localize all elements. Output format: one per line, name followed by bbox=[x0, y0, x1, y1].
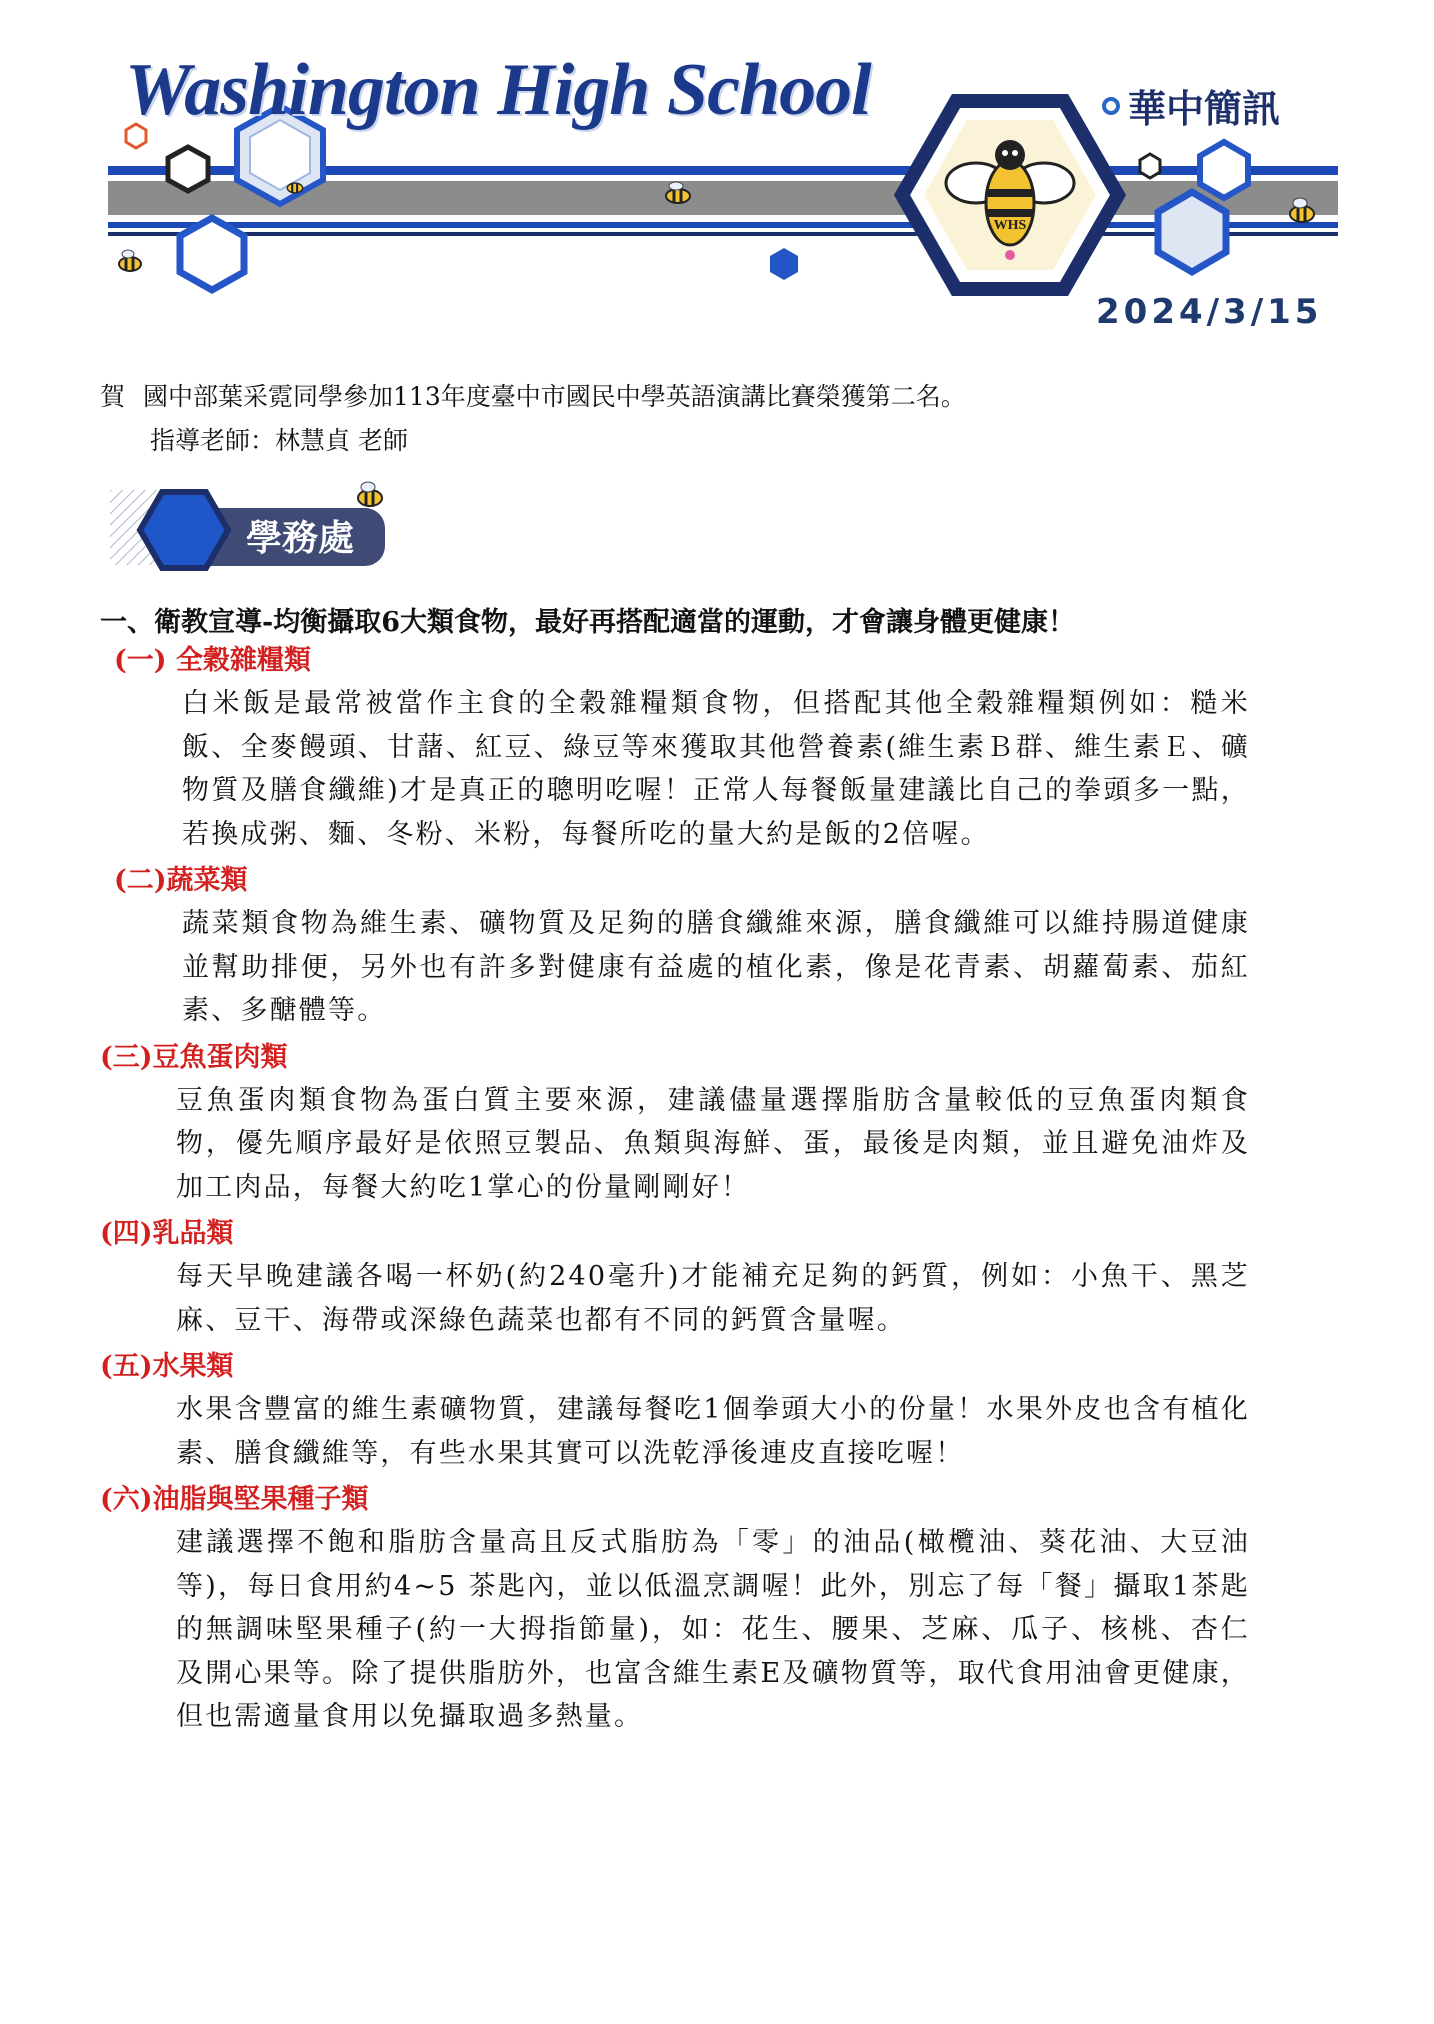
section-title: (六)油脂與堅果種子類 bbox=[100, 1484, 369, 1515]
section-vegetables bbox=[100, 860, 1340, 1033]
publication-name: 華中簡訊 bbox=[1128, 87, 1281, 131]
section-grains bbox=[100, 640, 1340, 856]
circle-icon bbox=[1102, 97, 1120, 115]
logo-text: WHS bbox=[993, 218, 1027, 233]
section-body: 水果含豐富的維生素礦物質，建議每餐吃1個拳頭大小的份量！水果外皮也含有植化素、膳食纖維等，有些水果其實可以洗乾淨後連皮直接吃喔！ bbox=[176, 1394, 1250, 1469]
section-title: (一) 全穀雜糧類 bbox=[114, 645, 311, 676]
bee-icon bbox=[287, 183, 302, 193]
section-body: 豆魚蛋肉類食物為蛋白質主要來源，建議儘量選擇脂肪含量較低的豆魚蛋肉類食物，優先順序最好是依照豆製品、魚類與海鮮、蛋，最後是肉類，並且避免油炸及加工肉品，每餐大約吃1掌心的份量剛剛好！ bbox=[176, 1084, 1250, 1203]
section-body: 白米飯是最常被當作主食的全穀雜糧類食物，但搭配其他全穀雜糧類例如：糙米飯、全麥饅頭、甘藷、紅豆、綠豆等來獲取其他營養素(維生素Ｂ群、維生素Ｅ、礦物質及膳食纖維)才是真正的聰明吃喔！正常人每餐飯量建議比自己的拳頭多一點，若換成粥、麵、冬粉、米粉，每餐所吃的量大約是飯的2倍喔。 bbox=[182, 688, 1250, 850]
school-name: Washington High School bbox=[125, 49, 871, 131]
school-logo bbox=[902, 101, 1118, 289]
advisor-line: 指導老師：林慧貞 老師 bbox=[150, 426, 408, 455]
hexagon-icon bbox=[140, 492, 228, 568]
section-fruit bbox=[100, 1346, 1340, 1475]
section-body: 建議選擇不飽和脂肪含量高且反式脂肪為「零」的油品(橄欖油、葵花油、大豆油等)，每日食用約4~5 茶匙內，並以低溫烹調喔！此外，別忘了每「餐」攝取1茶匙的無調味堅果種子(約一大拇指節量)，如：花生、腰果、芝麻、瓜子、核桃、杏仁及開心果等。除了提供脂肪外，也富含維生素E及礦物質等，取代食用油會更健康，但也需適量食用以免攝取過多熱量。 bbox=[176, 1527, 1250, 1732]
hexagon-blue-lower bbox=[180, 218, 244, 290]
main-heading: 一、衛教宣導-均衡攝取6大類食物，最好再搭配適當的運動，才會讓身體更健康！ bbox=[100, 607, 1075, 638]
section-dairy bbox=[100, 1213, 1340, 1342]
section-oils-nuts bbox=[100, 1479, 1340, 1739]
congratulations-notice bbox=[100, 375, 966, 463]
issue-date: 2024/3/15 bbox=[1096, 292, 1323, 332]
bee-icon bbox=[119, 250, 141, 271]
section-protein bbox=[100, 1037, 1340, 1210]
congrats-prefix: 賀 bbox=[100, 382, 126, 411]
hexagon-right-b bbox=[1158, 192, 1226, 272]
hexagon-blue-mid bbox=[770, 248, 798, 280]
section-body: 蔬菜類食物為維生素、礦物質及足夠的膳食纖維來源，膳食纖維可以維持腸道健康並幫助排便，另外也有許多對健康有益處的植化素，像是花青素、胡蘿蔔素、茄紅素、多醣體等。 bbox=[182, 908, 1250, 1026]
section-badge-label: 學務處 bbox=[245, 518, 355, 559]
section-title: (五)水果類 bbox=[100, 1351, 234, 1382]
hexagon-dark bbox=[168, 147, 208, 191]
section-title: (四)乳品類 bbox=[100, 1218, 234, 1249]
hexagon-right-c bbox=[1140, 154, 1160, 178]
section-title: (二)蔬菜類 bbox=[114, 865, 248, 896]
section-body: 每天早晚建議各喝一杯奶(約240毫升)才能補充足夠的鈣質，例如：小魚干、黑芝麻、豆干、海帶或深綠色蔬菜也都有不同的鈣質含量喔。 bbox=[176, 1261, 1250, 1336]
hexagon-right-a bbox=[1200, 142, 1248, 198]
bee-icon bbox=[358, 482, 382, 506]
article-content bbox=[100, 640, 1340, 1743]
section-badge bbox=[100, 478, 400, 583]
congrats-text: 國中部葉采霓同學參加113年度臺中市國民中學英語演講比賽榮獲第二名。 bbox=[143, 382, 966, 411]
section-title: (三)豆魚蛋肉類 bbox=[100, 1041, 288, 1073]
publication-brand bbox=[1102, 78, 1280, 133]
